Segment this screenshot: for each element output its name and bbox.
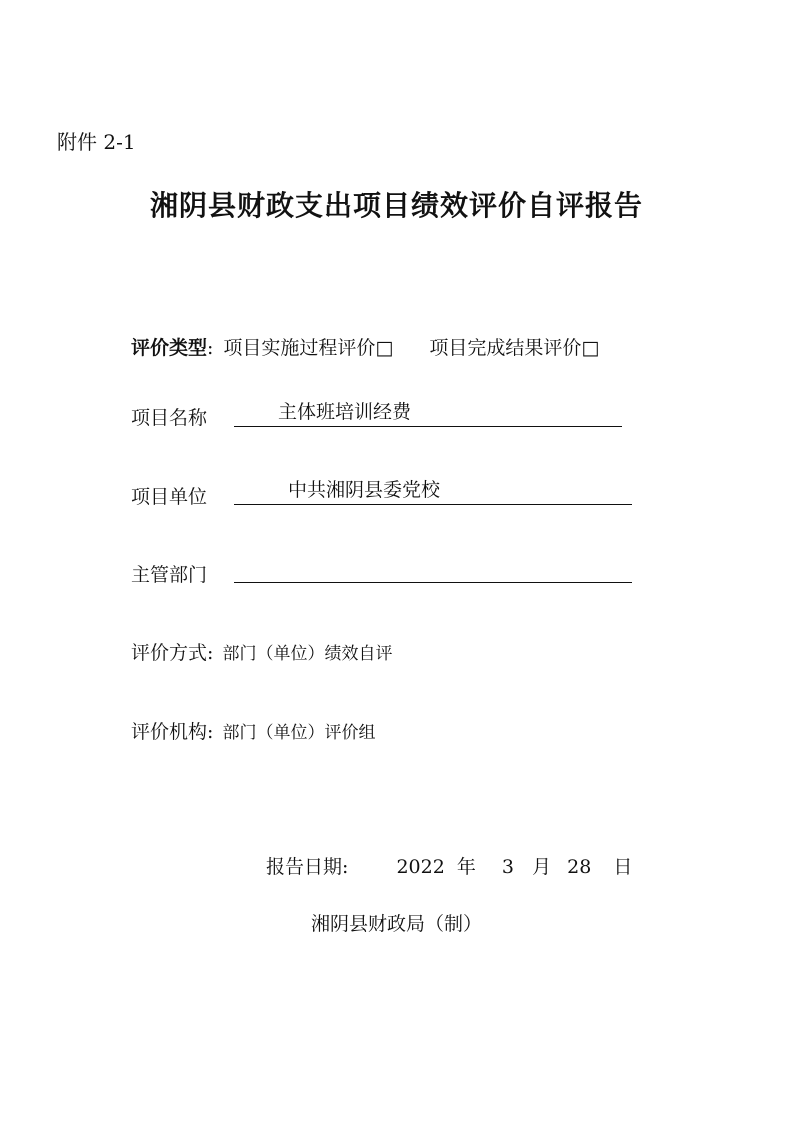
eval-org-value: 部门（单位）评价组 bbox=[222, 723, 376, 743]
eval-method-label: 评价方式: bbox=[131, 642, 214, 664]
eval-org-row bbox=[131, 717, 376, 744]
eval-type-colon: : bbox=[207, 337, 214, 359]
report-date-year-unit: 年 bbox=[456, 856, 476, 878]
eval-method-value: 部门（单位）绩效自评 bbox=[222, 644, 393, 664]
eval-type-option-process[interactable]: 项目实施过程评价□ bbox=[223, 337, 394, 359]
attachment-label: 附件 2-1 bbox=[57, 130, 136, 154]
eval-type-option-result[interactable]: 项目完成结果评价□ bbox=[429, 337, 600, 359]
eval-type-label: 评价类型 bbox=[131, 337, 208, 359]
project-name-field[interactable] bbox=[234, 400, 622, 427]
eval-method-row bbox=[131, 638, 393, 665]
report-date-month: 3 bbox=[501, 856, 515, 878]
report-date-year: 2022 bbox=[396, 856, 445, 878]
issuer: 湘阴县财政局（制） bbox=[311, 913, 483, 935]
report-date-day-unit: 日 bbox=[613, 856, 633, 878]
report-date-month-unit: 月 bbox=[532, 856, 552, 878]
project-unit-value: 中共湘阴县委党校 bbox=[288, 479, 441, 501]
report-date-day: 28 bbox=[567, 856, 592, 878]
eval-type-row bbox=[131, 333, 599, 360]
project-name-label: 项目名称 bbox=[131, 407, 208, 429]
project-unit-field[interactable] bbox=[234, 478, 632, 505]
project-unit-label: 项目单位 bbox=[131, 486, 208, 508]
page-title: 湘阴县财政支出项目绩效评价自评报告 bbox=[149, 189, 643, 222]
department-label: 主管部门 bbox=[131, 564, 208, 586]
report-date-label: 报告日期: bbox=[266, 856, 349, 878]
project-name-value: 主体班培训经费 bbox=[278, 401, 412, 423]
eval-org-label: 评价机构: bbox=[131, 721, 214, 743]
department-field[interactable] bbox=[234, 556, 632, 583]
report-date-row bbox=[266, 852, 632, 879]
